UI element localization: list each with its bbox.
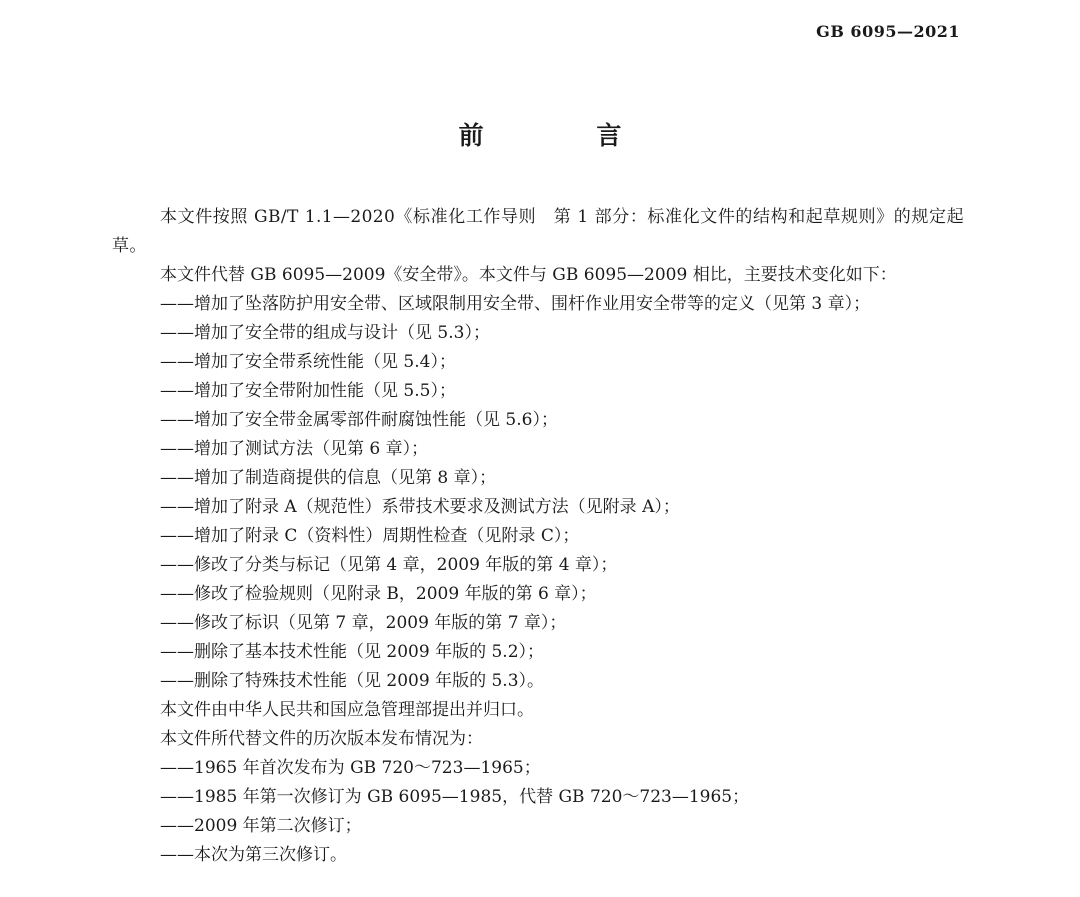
history-list [112, 754, 964, 870]
changes-list [112, 290, 964, 696]
change-item: ——增加了测试方法（见第 6 章）； [160, 439, 429, 459]
history-intro-paragraph: 本文件所代替文件的历次版本发布情况为： [160, 729, 483, 749]
change-item: ——增加了安全带的组成与设计（见 5.3）； [160, 323, 490, 343]
proposed-by-paragraph: 本文件由中华人民共和国应急管理部提出并归口。 [160, 700, 534, 720]
change-item: ——修改了检验规则（见附录 B，2009 年版的第 6 章）； [160, 584, 597, 604]
change-item: ——删除了基本技术性能（见 2009 年版的 5.2）； [160, 642, 545, 662]
change-item: ——删除了特殊技术性能（见 2009 年版的 5.3）。 [160, 671, 545, 691]
change-item: ——增加了坠落防护用安全带、区域限制用安全带、围杆作业用安全带等的定义（见第 3 章）； [160, 294, 871, 314]
history-item: ——1985 年第一次修订为 GB 6095—1985，代替 GB 720～723—1965； [160, 787, 750, 807]
document-body [112, 203, 964, 870]
change-item: ——增加了制造商提供的信息（见第 8 章）； [160, 468, 497, 488]
change-item: ——增加了安全带金属零部件耐腐蚀性能（见 5.6）； [160, 410, 558, 430]
standard-code: GB 6095—2021 [816, 22, 960, 41]
change-item: ——增加了附录 A（规范性）系带技术要求及测试方法（见附录 A）； [160, 497, 680, 517]
change-item: ——修改了标识（见第 7 章，2009 年版的第 7 章）； [160, 613, 567, 633]
history-item: ——2009 年第二次修订； [160, 816, 362, 836]
history-item: ——本次为第三次修订。 [160, 845, 347, 865]
history-item: ——1965 年首次发布为 GB 720～723—1965； [160, 758, 541, 778]
replaces-paragraph: 本文件代替 GB 6095—2009《安全带》。本文件与 GB 6095—2009 相比，主要技术变化如下： [160, 265, 897, 285]
change-item: ——修改了分类与标记（见第 4 章，2009 年版的第 4 章）； [160, 555, 618, 575]
page-title: 前 言 [458, 121, 674, 150]
drafting-paragraph: 本文件按照 GB/T 1.1—2020《标准化工作导则 第 1 部分：标准化文件的结构和起草规则》的规定起草。 [112, 207, 964, 256]
change-item: ——增加了附录 C（资料性）周期性检查（见附录 C）； [160, 526, 580, 546]
change-item: ——增加了安全带系统性能（见 5.4）； [160, 352, 456, 372]
change-item: ——增加了安全带附加性能（见 5.5）； [160, 381, 456, 401]
